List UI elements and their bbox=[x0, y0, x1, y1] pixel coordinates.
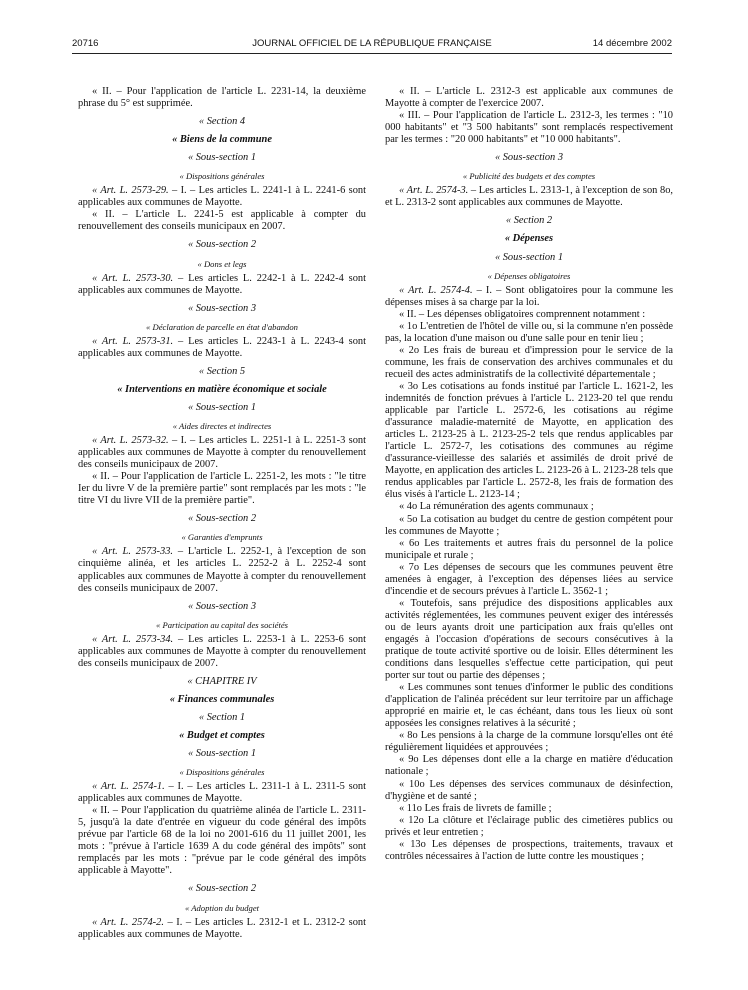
article-text: – I. – Les articles L. 2241-1 à L. 2241-6 sont applicables aux communes de Mayotte. bbox=[78, 185, 366, 209]
section-heading: « Interventions en matière économique et sociale bbox=[117, 383, 327, 395]
paragraph: « 8o Les pensions à la charge de la commune lorsqu'elles ont été régulièrement liquidées et approuvées ; bbox=[385, 730, 673, 754]
header-rule bbox=[72, 53, 672, 54]
section-heading: « Sous-section 1 bbox=[187, 152, 257, 164]
left-column bbox=[78, 86, 366, 941]
article-text: – I. – Les articles L. 2251-1 à L. 2251-3 sont applicables aux communes de Mayotte à compter du renouvellement des conseils municipaux de 2007. bbox=[78, 435, 366, 471]
subsection-title: « Garanties d'emprunts bbox=[181, 532, 263, 543]
subsection-title: « Publicité des budgets et des comptes bbox=[462, 171, 596, 182]
section-heading: « Sous-section 1 bbox=[494, 251, 564, 263]
section-heading: « Sous-section 3 bbox=[187, 302, 257, 314]
subsection-title: « Dispositions générales bbox=[179, 171, 265, 182]
article-paragraph bbox=[78, 435, 366, 471]
article-paragraph bbox=[78, 781, 366, 805]
article-paragraph bbox=[78, 185, 366, 209]
article-text: – I. – Sont obligatoires pour la commune les dépenses mises à sa charge par la loi. bbox=[385, 284, 673, 308]
article-text: – L'article L. 2252-1, à l'exception de son cinquième alinéa, et les articles L. 2252-2 à L. 2252-4 sont applicables aux communes de Mayotte à compter du renouvellement des conseils municipaux de 2007. bbox=[78, 546, 366, 594]
paragraph: « II. – Pour l'application du quatrième alinéa de l'article L. 2311-5, jusqu'à la date d'entrée en vigueur du code général des impôts prévue par l'article 68 de la loi no 2001-616 du 11 juillet 2001, les mots : "prévue à l'article 1639 A du code général des impôts" sont remplacés par les mots : "prévue par le code général des impôts applicable à Mayotte". bbox=[78, 805, 366, 877]
article-reference: « Art. L. 2573-29. bbox=[92, 185, 169, 197]
article-reference: « Art. L. 2573-30. bbox=[92, 272, 174, 284]
paragraph: « 7o Les dépenses de secours que les communes peuvent être amenées à engager, à l'exception des dépenses liées au service d'incendie et de secours prévues à l'article L. 3562-1 ; bbox=[385, 561, 673, 597]
article-text: – Les articles L. 2242-1 à L. 2242-4 sont applicables aux communes de Mayotte. bbox=[78, 272, 366, 296]
article-reference: « Art. L. 2574-2. bbox=[92, 916, 164, 928]
article-text: – Les articles L. 2313-1, à l'exception de son 8o, et L. 2313-2 sont applicables aux communes de Mayotte. bbox=[385, 185, 673, 209]
paragraph: « 2o Les frais de bureau et d'impression pour le service de la commune, les frais de conservation des archives communales et du recueil des actes administratifs de la collectivité départementale ; bbox=[385, 344, 673, 380]
section-heading: « Sous-section 1 bbox=[187, 748, 257, 760]
section-heading: « Dépenses bbox=[504, 233, 554, 245]
article-text: – Les articles L. 2253-1 à L. 2253-6 sont applicables aux communes de Mayotte à compter du renouvellement des conseils municipaux de 2007. bbox=[78, 633, 366, 669]
paragraph: « 4o La rémunération des agents communaux ; bbox=[399, 501, 594, 513]
paragraph: « 6o Les traitements et autres frais du personnel de la police municipale et rurale ; bbox=[385, 537, 673, 561]
paragraph: « 3o Les cotisations au fonds institué par l'article L. 1621-2, les indemnités de fonction prévues à l'article L. 2123-20 tel que rendu applicable par l'article L. 2572-6, les cotisations au régime d'assurance maladie-maternité de Mayotte, en application des articles L. 2123-25 à L. 2123-25-2 tels que rendus applicables par l'article L. 2572-7, les cotisations des communes au régime d'assurance-vieillesse des salariés et assimilés de droit privé de Mayotte, en application des articles L. 2123-26 à L. 2123-28 tels que rendus applicables par l'article L. 2572-8, les frais de formation des élus visés à l'article L. 2123-14 ; bbox=[385, 380, 673, 501]
subsection-title: « Déclaration de parcelle en état d'abandon bbox=[146, 321, 298, 332]
paragraph: « II. – Pour l'application de l'article L. 2231-14, la deuxième phrase du 5° est supprimée. bbox=[78, 86, 366, 110]
issue-date: 14 décembre 2002 bbox=[592, 38, 672, 49]
page-number: 20716 bbox=[72, 38, 99, 49]
subsection-title: « Dépenses obligatoires bbox=[487, 270, 571, 281]
paragraph: « 12o La clôture et l'éclairage public des cimetières publics ou privés et leur entretien ; bbox=[385, 814, 673, 838]
paragraph: « Les communes sont tenues d'informer le public des conditions d'application de l'alinéa précédent sur leur territoire par un affichage approprié en mairie et, le cas échéant, dans tous les lieux où sont apposées les consignes relatives à la sécurité ; bbox=[385, 682, 673, 730]
page-header bbox=[72, 38, 672, 52]
paragraph: « 10o Les dépenses des services communaux de désinfection, d'hygiène et de santé ; bbox=[385, 778, 673, 802]
paragraph: « 13o Les dépenses de prospections, traitements, travaux et contrôles nécessaires à l'action de lutte contre les moustiques ; bbox=[385, 838, 673, 862]
subsection-title: « Participation au capital des sociétés bbox=[156, 619, 288, 630]
paragraph: « II. – L'article L. 2312-3 est applicable aux communes de Mayotte à compter de l'exercice 2007. bbox=[385, 86, 673, 110]
paragraph: « II. – Pour l'application de l'article L. 2251-2, les mots : "le titre Ier du livre V de la première partie" sont remplacés par les mots : "le titre VI du livre VII de la première partie". bbox=[78, 471, 366, 507]
section-heading: « Sous-section 3 bbox=[187, 600, 257, 612]
paragraph: « 1o L'entretien de l'hôtel de ville ou, si la commune n'en possède pas, la location d'une maison ou d'une salle pour en tenir lieu ; bbox=[385, 320, 673, 344]
section-heading: « Section 1 bbox=[198, 711, 246, 723]
journal-title: JOURNAL OFFICIEL DE LA RÉPUBLIQUE FRANÇAISE bbox=[252, 38, 492, 49]
paragraph: « II. – L'article L. 2241-5 est applicable à compter du renouvellement des conseils municipaux en 2007. bbox=[78, 209, 366, 233]
paragraph: « 9o Les dépenses dont elle a la charge en matière d'éducation nationale ; bbox=[385, 754, 673, 778]
article-text: – Les articles L. 2243-1 à L. 2243-4 sont applicables aux communes de Mayotte. bbox=[78, 335, 366, 359]
section-heading: « Sous-section 2 bbox=[187, 239, 257, 251]
section-heading: « Sous-section 2 bbox=[187, 513, 257, 525]
article-reference: « Art. L. 2573-31. bbox=[92, 335, 174, 347]
article-text: – I. – Les articles L. 2312-1 et L. 2312-2 sont applicables aux communes de Mayotte. bbox=[78, 916, 366, 940]
article-paragraph bbox=[385, 285, 673, 309]
article-paragraph bbox=[78, 273, 366, 297]
section-heading: « Budget et comptes bbox=[179, 729, 265, 741]
article-paragraph bbox=[78, 634, 366, 670]
section-heading: « Sous-section 3 bbox=[494, 152, 564, 164]
section-heading: « Biens de la commune bbox=[172, 134, 272, 146]
section-heading: « Section 2 bbox=[505, 215, 553, 227]
article-reference: « Art. L. 2573-33. bbox=[92, 546, 173, 558]
subsection-title: « Aides directes et indirectes bbox=[172, 420, 272, 431]
article-reference: « Art. L. 2573-34. bbox=[92, 633, 174, 645]
paragraph: « II. – Les dépenses obligatoires comprennent notamment : bbox=[399, 308, 646, 320]
article-paragraph bbox=[78, 546, 366, 594]
section-heading: « Section 5 bbox=[198, 365, 246, 377]
article-text: – I. – Les articles L. 2311-1 à L. 2311-5 sont applicables aux communes de Mayotte. bbox=[78, 781, 367, 805]
paragraph: « III. – Pour l'application de l'article L. 2312-3, les termes : "10 000 habitants" et "3 500 habitants" sont remplacés respectivement par les termes : "20 000 habitants" et "10 000 habitants". bbox=[385, 110, 673, 146]
section-heading: « Sous-section 2 bbox=[187, 883, 257, 895]
article-reference: « Art. L. 2574-4. bbox=[399, 284, 473, 296]
section-heading: « Sous-section 1 bbox=[187, 401, 257, 413]
subsection-title: « Dispositions générales bbox=[179, 767, 265, 778]
section-heading: « Finances communales bbox=[169, 693, 275, 705]
article-reference: « Art. L. 2573-32. bbox=[92, 435, 169, 447]
paragraph: « 11o Les frais de livrets de famille ; bbox=[399, 802, 552, 814]
article-paragraph bbox=[78, 336, 366, 360]
article-reference: « Art. L. 2574-3. bbox=[399, 185, 469, 197]
paragraph: « Toutefois, sans préjudice des dispositions applicables aux activités réglementées, les communes peuvent exiger des intéressés ou de leurs ayants droit une participation aux frais qu'elles ont engagés à l'occasion d'opérations de secours consécutives à la pratique de toute activité sportive ou de loisir. Elles déterminent les conditions dans lesquelles s'effectue cette participation, qui peut porter sur tout ou partie des dépenses ; bbox=[385, 597, 673, 682]
section-heading: « CHAPITRE IV bbox=[187, 675, 257, 687]
subsection-title: « Adoption du budget bbox=[184, 902, 260, 913]
article-reference: « Art. L. 2574-1. bbox=[92, 781, 165, 793]
subsection-title: « Dons et legs bbox=[197, 258, 247, 269]
article-paragraph bbox=[78, 917, 366, 941]
right-column bbox=[385, 86, 673, 863]
section-heading: « Section 4 bbox=[198, 116, 246, 128]
paragraph: « 5o La cotisation au budget du centre de gestion compétent pour les communes de Mayotte ; bbox=[385, 513, 673, 537]
article-paragraph bbox=[385, 185, 673, 209]
